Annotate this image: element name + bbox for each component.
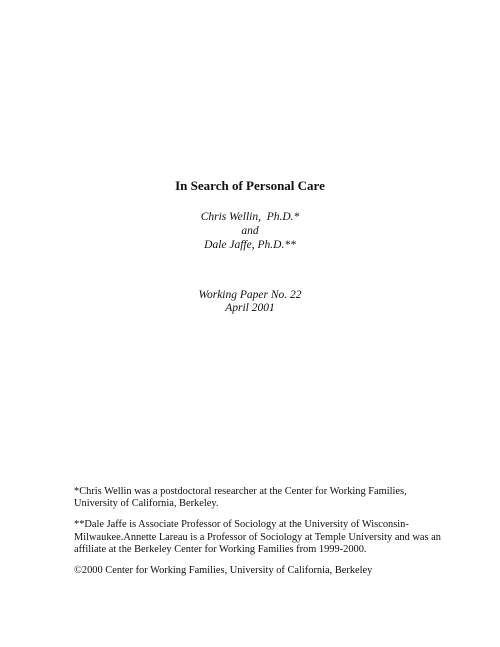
author-conjunction: and	[241, 225, 259, 237]
footnote-jaffe	[74, 519, 441, 556]
author-block	[0, 210, 500, 252]
footnotes	[74, 486, 441, 586]
footnote-line: affiliate at the Berkeley Center for Working Families from 1999-2000.	[74, 543, 367, 555]
working-paper-number: Working Paper No. 22	[198, 289, 302, 301]
copyright-notice	[74, 565, 414, 577]
footnote-line: **Dale Jaffe is Associate Professor of Sociology at the University of Wisconsin-	[74, 519, 409, 531]
footnote-wellin	[74, 486, 414, 510]
paper-title: In Search of Personal Care	[175, 178, 325, 193]
footnote-line: *Chris Wellin was a postdoctoral researcher at the Center for Working Families,	[74, 486, 407, 497]
working-paper-date: April 2001	[225, 301, 275, 314]
footnote-line: Milwaukee.Annette Lareau is a Professor of Sociology at Temple University and was an	[74, 531, 441, 543]
footnote-line: University of California, Berkeley.	[74, 498, 219, 510]
author-2: Dale Jaffe, Ph.D.**	[204, 239, 296, 251]
author-1: Chris Wellin, Ph.D.*	[200, 211, 300, 223]
copyright-line: ©2000 Center for Working Families, University of California, Berkeley	[74, 565, 373, 577]
working-paper-block	[0, 289, 500, 314]
